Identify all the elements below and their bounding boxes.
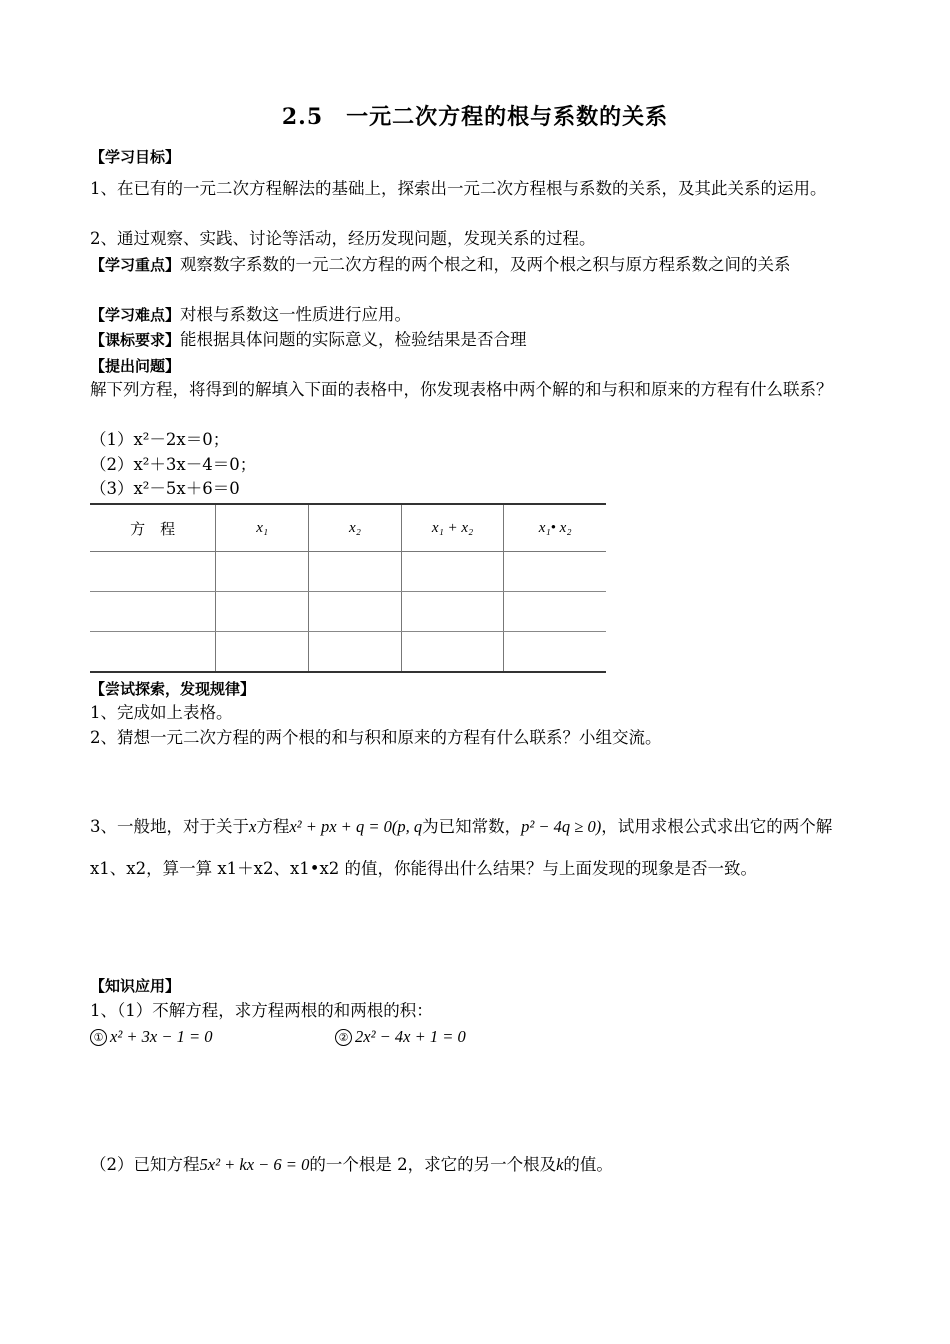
explore-item-3-eq: x² + px + q = 0 xyxy=(289,817,392,836)
application-heading: 【知识应用】 xyxy=(90,977,181,995)
question-heading: 【提出问题】 xyxy=(90,357,181,375)
explore-item-3-text-d: ，试用求根公式求出它的两个解 x1、x2，算一算 x1＋x2、x1•x2 的值，你能得出什么结果？与上面发现的现象是否一致。 xyxy=(90,817,833,878)
application-item-2-text-b: 的一个根是 2，求它的另一个根及 xyxy=(309,1155,557,1174)
application-eq-b xyxy=(335,1024,595,1049)
application-eq-a-text: x² + 3x − 1 = 0 xyxy=(110,1027,213,1046)
explore-item-3-cond: p² − 4q ≥ 0) xyxy=(521,817,602,836)
application-item-2-eq: 5x² + kx − 6 = 0 xyxy=(199,1155,310,1174)
table-cell[interactable] xyxy=(90,592,216,632)
table-cell[interactable] xyxy=(401,632,503,673)
equation-1: （1）x²－2x＝0； xyxy=(90,430,230,449)
key-point-text: 观察数字系数的一元二次方程的两个根之和，及两个根之积与原方程系数之间的关系 xyxy=(180,255,791,274)
header-sum: x₁ + x₂ xyxy=(401,504,503,552)
table-cell[interactable] xyxy=(216,552,309,592)
table-cell[interactable] xyxy=(401,592,503,632)
circled-number-1: ① xyxy=(90,1029,107,1046)
circled-number-2: ② xyxy=(335,1029,352,1046)
application-item-2-var: k xyxy=(556,1155,564,1174)
table-cell[interactable] xyxy=(216,632,309,673)
application-item-2-text-c: 的值。 xyxy=(563,1155,613,1174)
standard-label: 【课标要求】 xyxy=(90,331,181,349)
explore-item-3-text-b: 方程 xyxy=(256,817,290,836)
table-cell[interactable] xyxy=(90,632,216,673)
table-row xyxy=(90,632,606,673)
table-cell[interactable] xyxy=(309,552,402,592)
table-cell[interactable] xyxy=(309,632,402,673)
standard-text: 能根据具体问题的实际意义，检验结果是否合理 xyxy=(180,330,527,349)
key-point-label: 【学习重点】 xyxy=(90,256,181,274)
difficulty xyxy=(90,302,865,328)
difficulty-text: 对根与系数这一性质进行应用。 xyxy=(180,305,412,324)
goal-item-2: 2、通过观察、实践、讨论等活动，经历发现问题，发现关系的过程。 xyxy=(90,229,596,248)
table-cell[interactable] xyxy=(90,552,216,592)
application-item-2 xyxy=(90,1152,865,1177)
table-row xyxy=(90,592,606,632)
question-intro: 解下列方程，将得到的解填入下面的表格中，你发现表格中两个解的和与积和原来的方程有什么联系？ xyxy=(90,380,833,399)
explore-heading: 【尝试探索，发现规律】 xyxy=(90,680,256,698)
application-eq-b-text: 2x² − 4x + 1 = 0 xyxy=(355,1027,466,1046)
solutions-table xyxy=(90,503,606,673)
table-cell[interactable] xyxy=(309,592,402,632)
table-header-row xyxy=(90,504,606,552)
key-point xyxy=(90,252,865,278)
page-title: 2.5 一元二次方程的根与系数的关系 xyxy=(281,104,669,130)
explore-item-2: 2、猜想一元二次方程的两个根的和与积和原来的方程有什么联系？小组交流。 xyxy=(90,728,662,747)
table-cell[interactable] xyxy=(401,552,503,592)
explore-item-1: 1、完成如上表格。 xyxy=(90,703,233,722)
explore-item-3-var: x xyxy=(249,817,257,836)
application-eq-a xyxy=(90,1024,310,1049)
explore-item-3-params: (p, q xyxy=(391,817,423,836)
header-x1: x₁ xyxy=(216,504,309,552)
header-product: x₁• x₂ xyxy=(504,504,606,552)
equation-3: （3）x²－5x＋6＝0 xyxy=(90,479,240,498)
standard xyxy=(90,327,865,353)
goals-heading: 【学习目标】 xyxy=(90,148,181,166)
application-item-1: 1、（1）不解方程，求方程两根的和两根的积： xyxy=(90,1001,433,1020)
application-item-2-text-a: （2）已知方程 xyxy=(90,1155,200,1174)
equation-2: （2）x²＋3x－4＝0； xyxy=(90,455,257,474)
header-equation: 方 程 xyxy=(90,504,216,552)
table-cell[interactable] xyxy=(504,592,606,632)
header-x2: x₂ xyxy=(309,504,402,552)
difficulty-label: 【学习难点】 xyxy=(90,306,181,324)
table-cell[interactable] xyxy=(504,632,606,673)
table-row xyxy=(90,552,606,592)
explore-item-3-text-c: 为已知常数， xyxy=(422,817,522,836)
table-cell[interactable] xyxy=(504,552,606,592)
table-cell[interactable] xyxy=(216,592,309,632)
explore-item-3-text-a: 3、一般地，对于关于 xyxy=(90,817,249,836)
goal-item-1: 1、在已有的一元二次方程解法的基础上，探索出一元二次方程根与系数的关系，及其此关系的运用。 xyxy=(90,179,827,198)
explore-item-3 xyxy=(90,806,865,890)
